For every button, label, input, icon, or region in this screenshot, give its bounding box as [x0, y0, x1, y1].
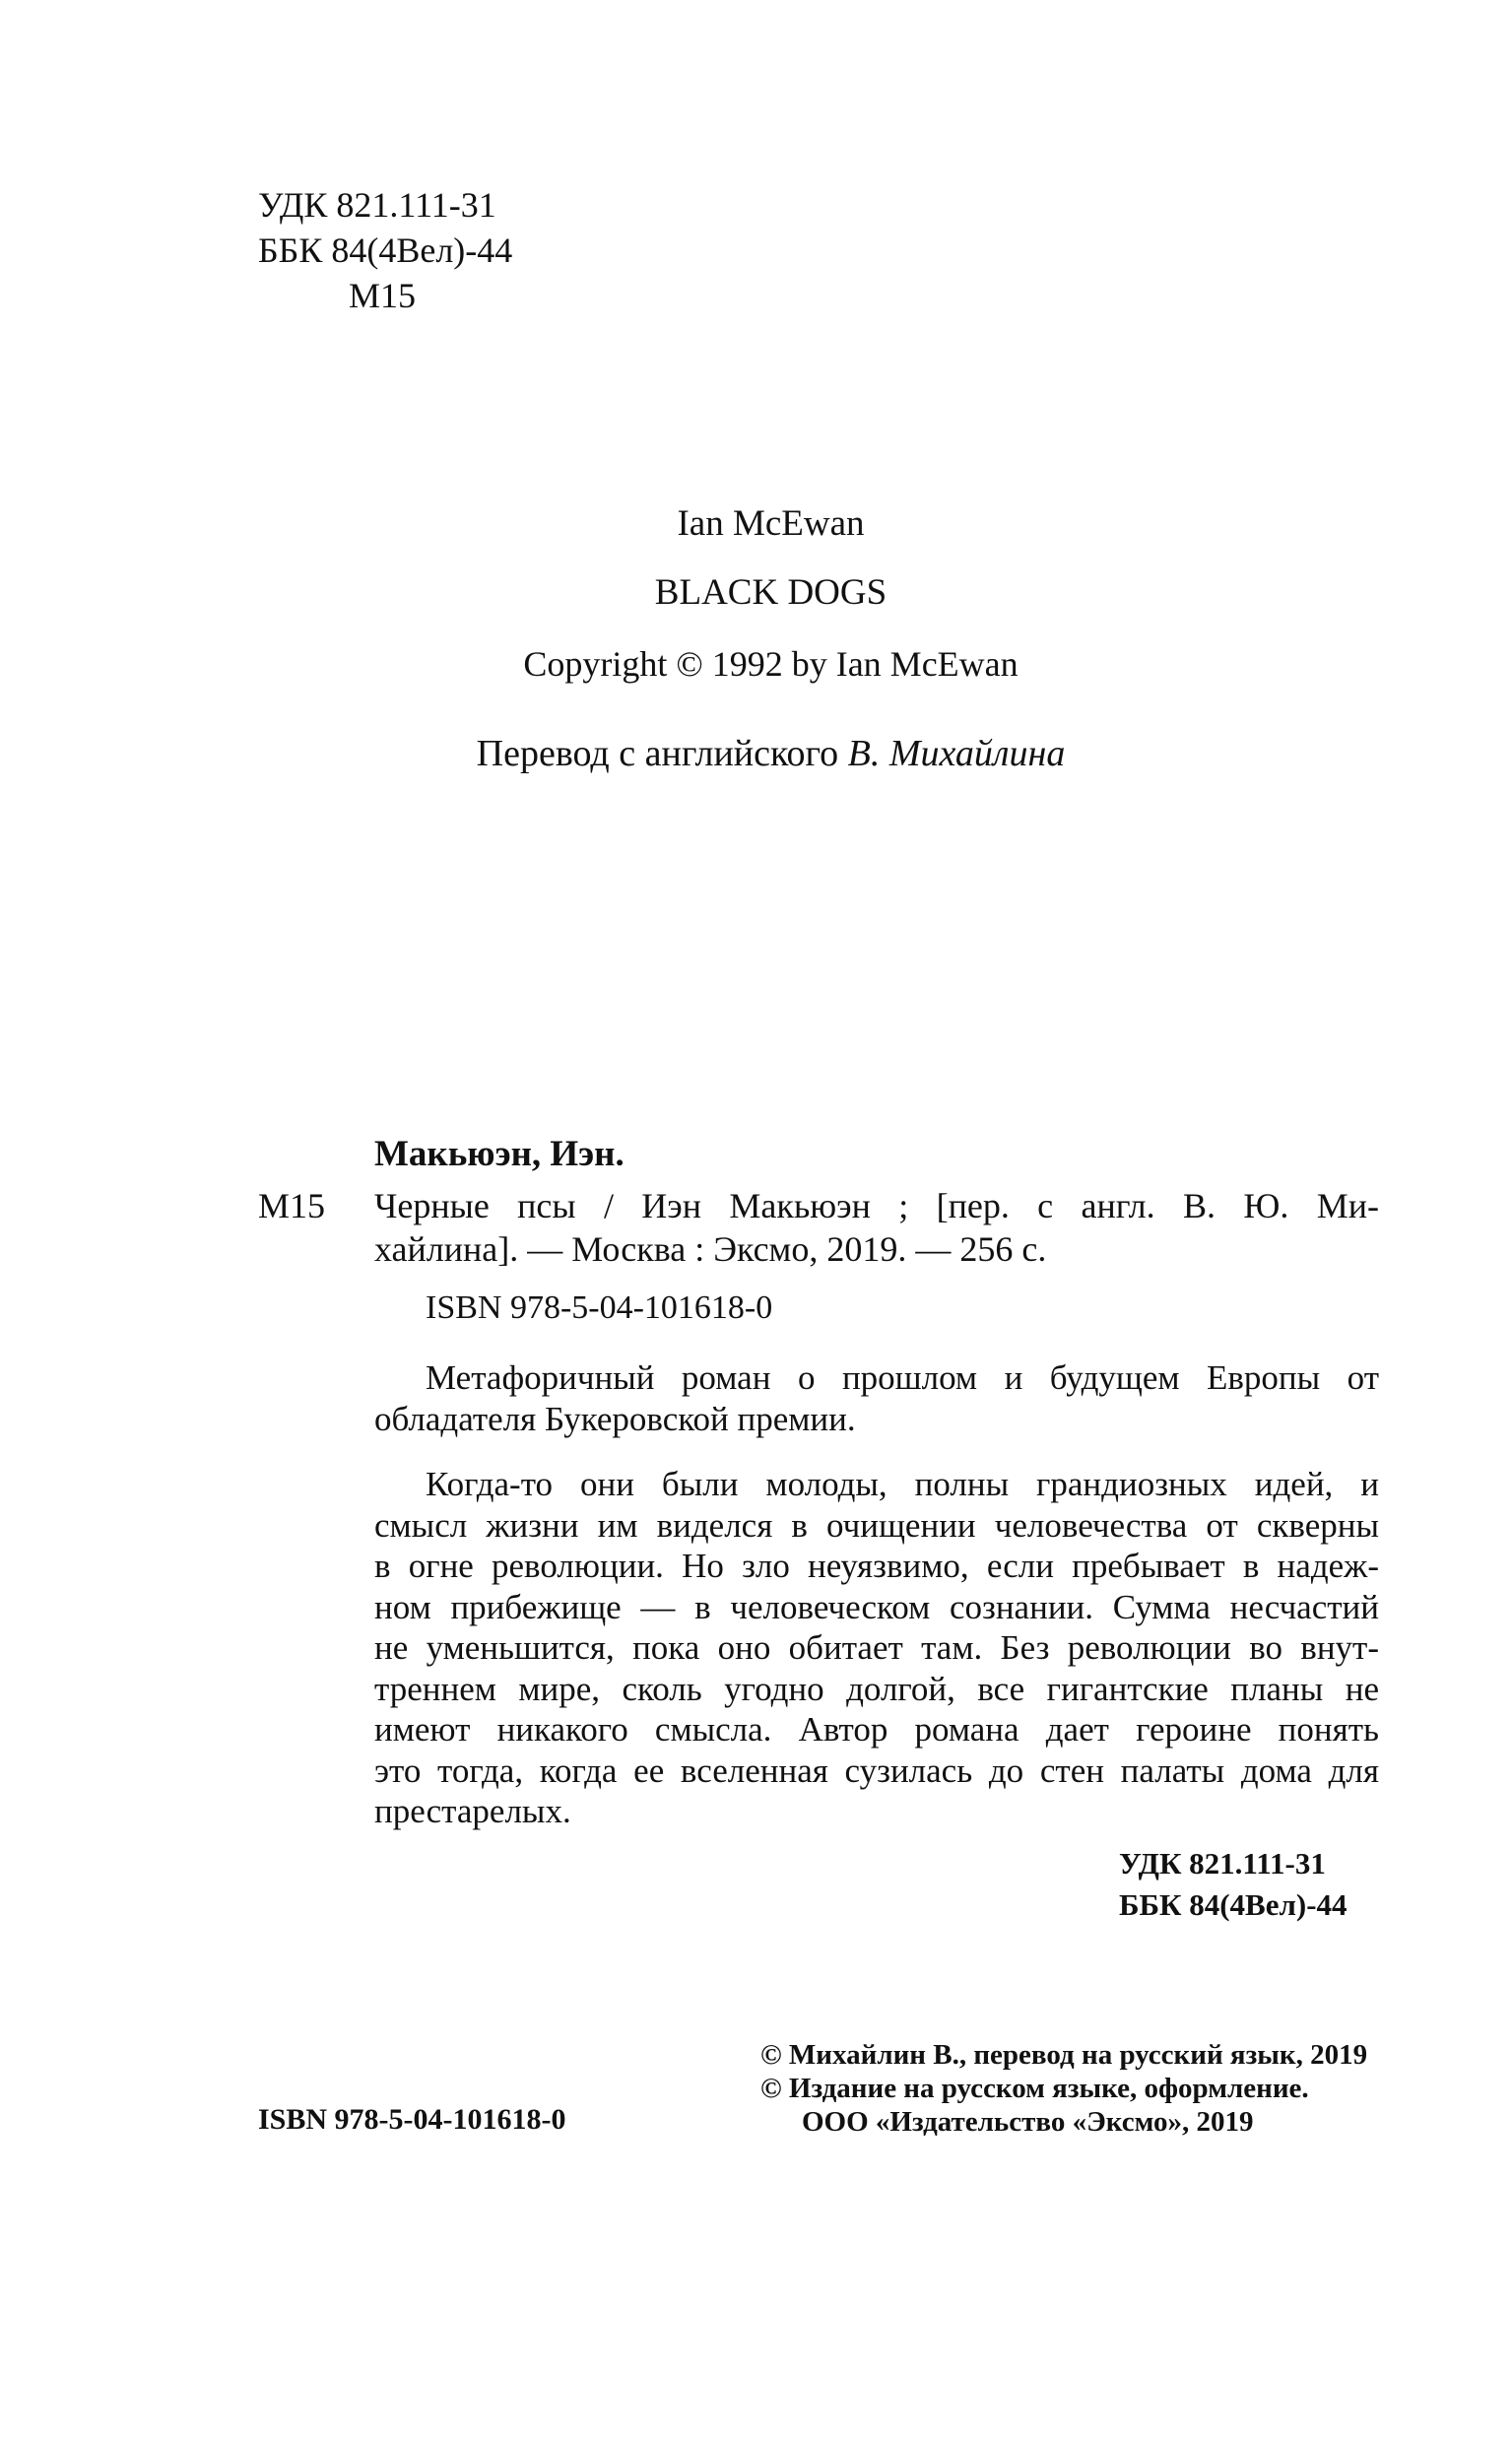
bbk-code-bottom: ББК 84(4Вел)-44	[1119, 1887, 1348, 1922]
translation-prefix: Перевод с английского	[476, 733, 839, 774]
original-title: BLACK DOGS	[654, 572, 887, 613]
footer-copyright-line: © Издание на русском языке, оформление.	[760, 2073, 1309, 2104]
annotation-line: ном прибежище — в человеческом сознании. Сумма несчастий	[374, 1587, 1379, 1626]
annotation-line: в огне революции. Но зло неуязвимо, если пребывает в надеж-	[374, 1547, 1379, 1585]
footer-copyright-line: ООО «Издательство «Эксмо», 2019	[802, 2106, 1254, 2138]
bib-line: хайлина]. — Москва : Эксмо, 2019. — 256 с.	[374, 1229, 1047, 1269]
copyright-notice: Copyright © 1992 by Ian McEwan	[523, 644, 1019, 684]
annotation-line: Когда-то они были молоды, полны грандиозных идей, и	[426, 1465, 1379, 1503]
annotation-line: Метафоричный роман о прошлом и будущем Европы от	[426, 1358, 1379, 1397]
annotation-line: смысл жизни им виделся в очищении человечества от скверны	[374, 1505, 1379, 1545]
annotation-long	[374, 1464, 1379, 1832]
annotation-line: треннем мире, сколь угодно долгой, все гигантские планы не	[374, 1669, 1379, 1708]
bbk-code-top: ББК 84(4Вел)-44	[258, 231, 513, 270]
footer-copyright-line: © Михайлин В., перевод на русский язык, 2019	[760, 2039, 1368, 2071]
annotation-line: имеют никакого смысла. Автор романа дает героине понять	[374, 1710, 1379, 1749]
annotation-line: не уменьшится, пока оно обитает там. Без революции во внут-	[374, 1628, 1379, 1667]
catalog-isbn: ISBN 978-5-04-101618-0	[426, 1289, 773, 1326]
annotation-short	[374, 1357, 1379, 1439]
translator-name: В. Михайлина	[847, 733, 1066, 774]
annotation-line: это тогда, когда ее вселенная сузилась до стен палаты дома для	[374, 1750, 1379, 1790]
original-author: Ian McEwan	[677, 503, 865, 544]
bibliographic-record	[374, 1184, 1379, 1271]
bib-line: Черные псы / Иэн Макьюэн ; [пер. с англ. В. Ю. Ми-	[374, 1186, 1379, 1225]
translation-credit	[0, 731, 1512, 776]
udk-code-top: УДК 821.111-31	[258, 185, 496, 225]
catalog-heading: Макьюэн, Иэн.	[374, 1134, 625, 1174]
udk-code-bottom: УДК 821.111-31	[1119, 1846, 1326, 1881]
annotation-line: обладателя Букеровской премии.	[374, 1399, 856, 1438]
author-mark-top: М15	[349, 276, 417, 315]
annotation-line: престарелых.	[374, 1792, 571, 1830]
footer-isbn: ISBN 978-5-04-101618-0	[258, 2103, 566, 2136]
catalog-author-mark: М15	[258, 1186, 326, 1225]
